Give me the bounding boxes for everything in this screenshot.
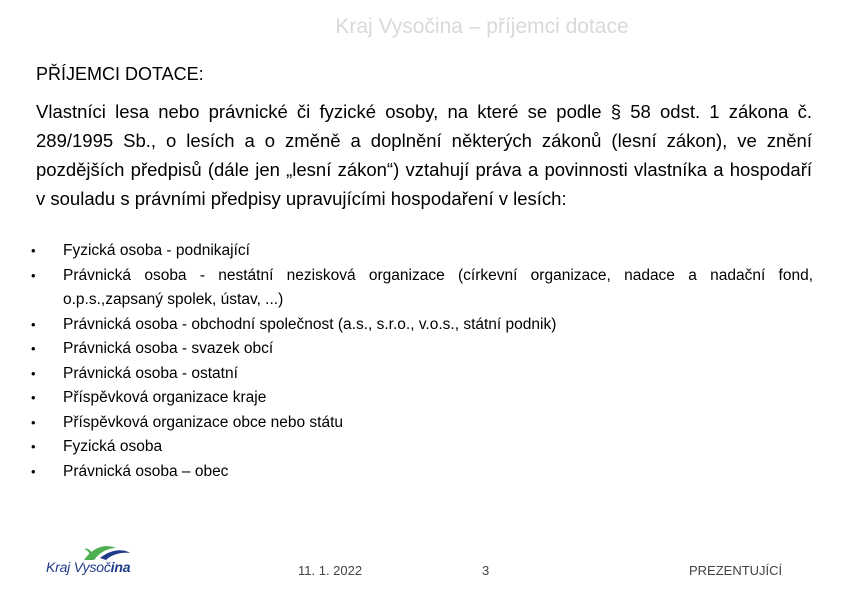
recipient-list	[31, 239, 813, 484]
list-item: • Fyzická osoba	[31, 435, 813, 460]
list-item: • Právnická osoba - obchodní společnost (a.s., s.r.o., v.o.s., státní podnik)	[31, 313, 813, 338]
footer-date: 11. 1. 2022	[298, 563, 363, 578]
intro-paragraph: Vlastníci lesa nebo právnické či fyzické osoby, na které se podle § 58 odst. 1 zákona č. 289/1995 Sb., o lesích a o změně a doplnění některých zákonů (lesní zákon), ve znění pozdějších předpisů (dále jen „lesní zákon“) vztahují práva a povinnosti vlastníka a hospodaří v souladu s právními předpisy upravujícími hospodaření v lesích:	[36, 101, 812, 209]
list-item: • Právnická osoba – obec	[31, 460, 813, 485]
list-item: • Příspěvková organizace kraje	[31, 386, 813, 411]
logo-text-accent: ina	[110, 559, 131, 575]
list-item: • Fyzická osoba - podnikající	[31, 239, 813, 264]
list-item: • Právnická osoba - svazek obcí	[31, 337, 813, 362]
list-item: • Právnická osoba - ostatní	[31, 362, 813, 387]
kraj-vysocina-logo	[44, 544, 139, 580]
slide-title: Kraj Vysočina – příjemci dotace	[335, 15, 629, 38]
logo-text: Kraj Vysoč	[46, 559, 111, 575]
logo-wordmark	[46, 559, 130, 575]
footer-presenter: PREZENTUJÍCÍ	[689, 563, 783, 578]
list-item: • Právnická osoba - nestátní nezisková organizace (církevní organizace, nadace a nadační fond, o.p.s.,zapsaný spolek, ústav, ...)	[31, 264, 813, 313]
page-number: 3	[482, 563, 490, 578]
section-heading: PŘÍJEMCI DOTACE:	[36, 64, 204, 84]
list-item: • Příspěvková organizace obce nebo státu	[31, 411, 813, 436]
